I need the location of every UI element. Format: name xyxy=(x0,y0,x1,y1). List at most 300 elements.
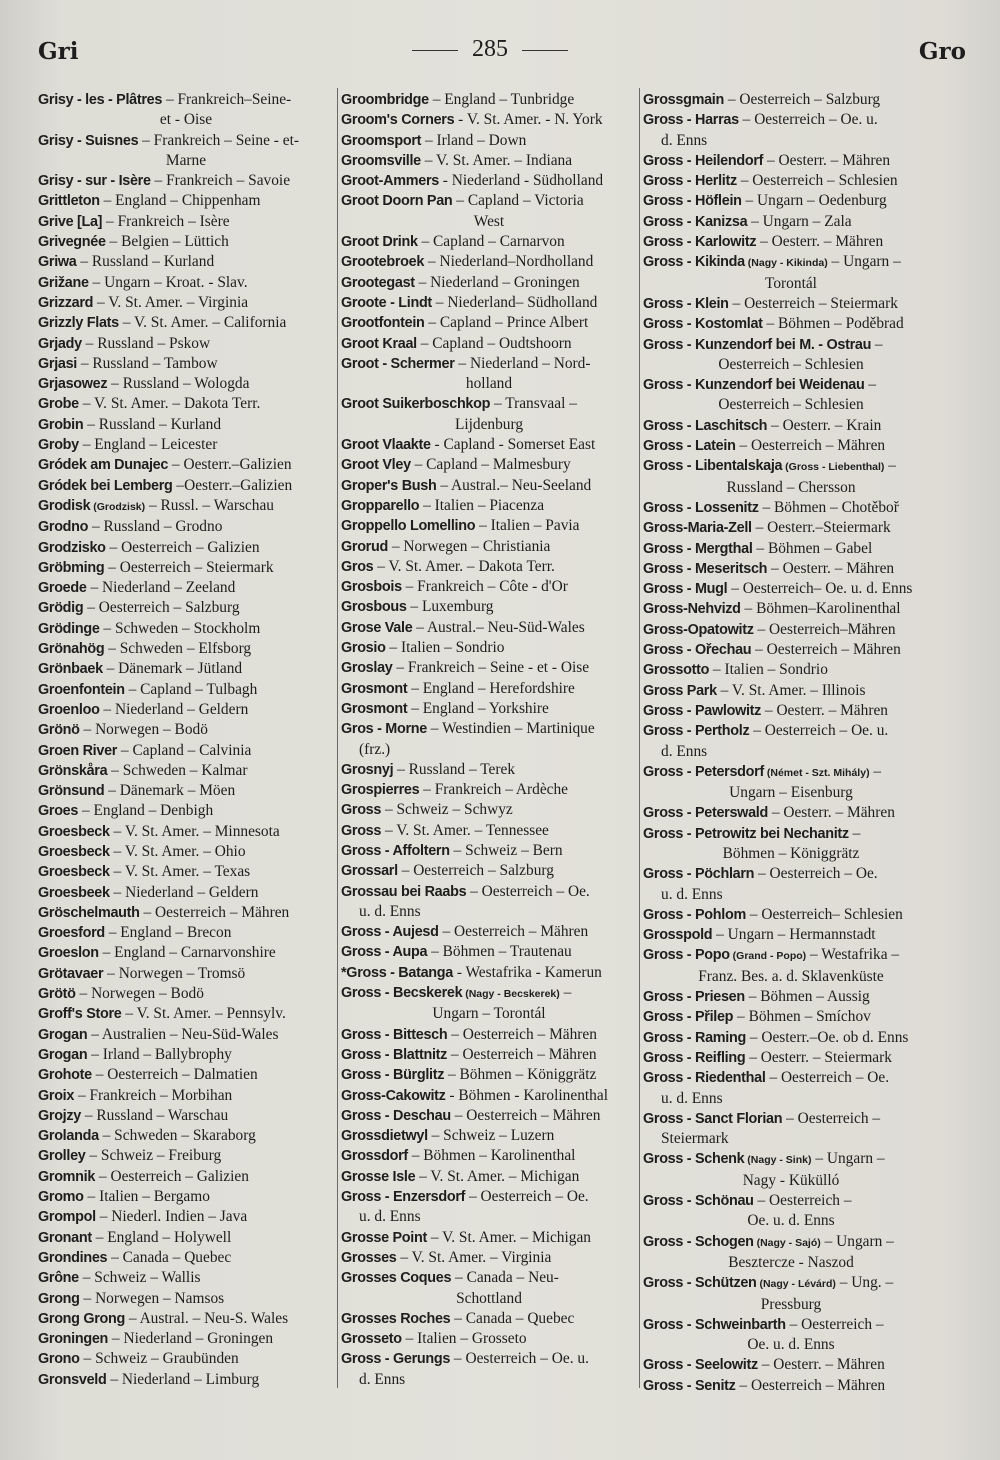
entry-location: – Belgien – Lüttich xyxy=(105,233,229,251)
entry-location: – England – Denbigh xyxy=(78,802,214,820)
entry-headword: Gross - Sanct Florian xyxy=(643,1110,783,1127)
entry-headword: Grosse Isle xyxy=(341,1168,416,1185)
entry xyxy=(38,334,334,354)
entry xyxy=(643,171,939,191)
entry-headword: Groesbeek xyxy=(38,884,110,901)
entry-location: - Böhmen - Karolinenthal xyxy=(445,1086,608,1104)
entry-location: – V. St. Amer. – Ohio xyxy=(109,842,246,860)
entry-headword: Grospierres xyxy=(341,782,420,799)
entry xyxy=(341,821,637,841)
entry-location: – Irland – Ballybrophy xyxy=(87,1045,232,1063)
entry xyxy=(643,640,939,660)
entry-continuation: Nagy - Kükülló xyxy=(742,1171,840,1189)
entry-location: – Capland – Victoria xyxy=(452,192,584,210)
entry xyxy=(341,435,637,455)
entry xyxy=(643,456,939,498)
entry xyxy=(643,498,939,518)
entry-location: – Schweiz – Bern xyxy=(449,841,563,859)
entry-headword: Groomsville xyxy=(341,152,421,169)
entry-headword: Gross - Kunzendorf bei M. - Ostrau xyxy=(643,336,872,353)
entry-headword: Groenloo xyxy=(38,701,100,718)
entry-headword: Gross - Bürglitz xyxy=(341,1067,445,1084)
entry-headword: Groot Doorn Pan xyxy=(341,193,453,210)
entry-headword: Grobin xyxy=(38,416,84,433)
entry xyxy=(341,313,637,333)
entry-location: – Böhmen – Königgrätz xyxy=(444,1066,597,1084)
entry xyxy=(643,252,939,294)
entry-continuation: Besztercze - Naszod xyxy=(728,1253,854,1271)
entry xyxy=(38,1207,334,1227)
entry xyxy=(643,599,939,619)
entry-headword: Grogan xyxy=(38,1026,88,1043)
entry-headword: Grjady xyxy=(38,335,82,352)
entry xyxy=(643,905,939,925)
entry xyxy=(38,1167,334,1187)
entry-location: – Oesterreich – xyxy=(785,1315,884,1333)
entry-location: – Norwegen – Bodö xyxy=(79,721,208,739)
entry-location: – Niederland – Nord- xyxy=(454,354,591,372)
entry-location: – Capland – Calvinia xyxy=(117,741,252,759)
entry-headword: Grohote xyxy=(38,1067,92,1084)
entry-location: – Norwegen – Tromsö xyxy=(103,964,246,982)
entry-headword: Grjasi xyxy=(38,355,77,372)
entry-location: – Schweiz – Freiburg xyxy=(85,1147,222,1165)
entry-headword: Grosio xyxy=(341,640,386,657)
entry-headword: Groesford xyxy=(38,925,105,942)
entry-location: – Frankreich – Isère xyxy=(102,212,230,230)
entry-headword: Gross - Schönau xyxy=(643,1193,754,1210)
entry-location: – Oesterr. – Mähren xyxy=(756,233,884,251)
entry xyxy=(341,354,637,395)
entry xyxy=(643,314,939,334)
entry-headword: Grondines xyxy=(38,1249,108,1266)
entry xyxy=(38,273,334,293)
entry xyxy=(38,659,334,679)
entry xyxy=(38,842,334,862)
entry-location: – Ungarn – Hermannstadt xyxy=(712,926,876,944)
entry-headword: Gros - Morne xyxy=(341,721,427,738)
entry xyxy=(38,598,334,618)
header-rule-right xyxy=(522,50,568,51)
entry-location: – Russland – Grodno xyxy=(88,518,223,536)
entry xyxy=(341,110,637,130)
entry-location: – V. St. Amer. – Pennsylv. xyxy=(121,1005,286,1023)
entry-location: – Oesterreich– Oe. u. d. Enns xyxy=(727,580,913,598)
entry-location: – Niederl. Indien – Java xyxy=(95,1208,248,1226)
entry-headword: Grötö xyxy=(38,986,76,1003)
entry-alt-name: (Gross - Liebenthal) xyxy=(782,461,885,474)
entry-location: – Frankreich–Seine- xyxy=(162,91,292,108)
entry-location: – Oesterreich – Oe. u. xyxy=(450,1350,589,1368)
entry-location: – Transvaal – xyxy=(490,395,577,413)
entry xyxy=(341,557,637,577)
entry xyxy=(643,518,939,538)
entry xyxy=(341,496,637,516)
entry-location: – Capland – Tulbagh xyxy=(124,680,258,698)
entry-continuation: Franz. Bes. a. d. Sklavenküste xyxy=(698,967,884,985)
entry-headword: Grisy - sur - Isère xyxy=(38,173,151,190)
entry-headword: Gródek am Dunajec xyxy=(38,457,169,474)
entry xyxy=(38,1349,334,1369)
entry-location: – Austral.– Neu-Seeland xyxy=(436,476,592,494)
entry-location: – Schweiz – Wallis xyxy=(78,1269,201,1287)
entry-headword: Grootebroek xyxy=(341,254,425,271)
entry xyxy=(38,761,334,781)
entry-location: – Luxemburg xyxy=(406,598,494,616)
entry-location: –Oesterr.–Galizien xyxy=(172,476,293,494)
entry-headword: Gross - Raming xyxy=(643,1029,746,1046)
entry-headword: Grossotto xyxy=(643,662,710,679)
entry-location: – Russland – Terek xyxy=(393,760,516,778)
entry-location: – Oesterr. – Mähren xyxy=(767,804,895,822)
entry xyxy=(341,1065,637,1085)
entry-headword: Gross - Pöchlarn xyxy=(643,866,755,883)
entry xyxy=(341,191,637,232)
entry-location: – Italien – Piacenza xyxy=(419,496,545,514)
entry xyxy=(38,923,334,943)
entry-location: – Niederland – Limburg xyxy=(106,1370,260,1388)
entry-location: – V. St. Amer. – Dakota Terr. xyxy=(78,395,261,413)
entry-headword: Gross xyxy=(341,802,382,819)
entry-headword: Groombridge xyxy=(341,92,429,108)
entry-headword: Groeslon xyxy=(38,945,99,962)
entry xyxy=(38,943,334,963)
entry-headword: Grosbous xyxy=(341,599,407,616)
entry-location: – Niederland – Zeeland xyxy=(86,579,236,597)
entry-location: – Oesterreich–Mähren xyxy=(753,620,896,638)
entry-headword: Grosnyj xyxy=(341,761,394,778)
entry-continuation: u. d. Enns xyxy=(661,1089,723,1107)
entry-continuation: Oesterreich – Schlesien xyxy=(718,396,864,414)
entry xyxy=(643,660,939,680)
entry-location: – Italien – Bergamo xyxy=(83,1188,210,1206)
entry-location: – Oesterreich – Steiermark xyxy=(104,558,274,576)
entry xyxy=(341,719,637,760)
entry-location: – V. St. Amer. – California xyxy=(118,314,287,332)
entry-location: – Frankreich – Seine - et - Oise xyxy=(392,659,590,677)
entry-headword: Gross - Libentalskaja xyxy=(643,458,783,475)
entry-headword: Groix xyxy=(38,1087,75,1104)
entry-headword: Grivegnée xyxy=(38,234,106,251)
entry-headword: Gross - Kikinda xyxy=(643,254,745,271)
entry-headword: Grodno xyxy=(38,519,89,536)
entry-location: – Ung. – xyxy=(835,1274,894,1292)
entry-headword: Grolanda xyxy=(38,1128,99,1145)
entry xyxy=(38,1309,334,1329)
column-1 xyxy=(38,90,334,1390)
entry-location: – Oesterreich – Schlesien xyxy=(736,172,898,190)
entry xyxy=(643,1376,939,1396)
header-left-word: Gri xyxy=(38,38,79,65)
entry-location: – Frankreich – Seine - et- xyxy=(138,131,299,149)
entry xyxy=(643,803,939,823)
entry-headword: Groby xyxy=(38,437,79,454)
entry xyxy=(341,618,637,638)
entry xyxy=(643,1048,939,1068)
entry-continuation: d. Enns xyxy=(661,131,708,149)
entry-headword: Groede xyxy=(38,580,87,597)
entry-headword: Groom's Corners xyxy=(341,112,455,129)
entry-location: – Niederland – Geldern xyxy=(109,883,259,901)
entry xyxy=(341,780,637,800)
entry xyxy=(38,1106,334,1126)
entry-location: – England – Tunbridge xyxy=(428,91,575,108)
entry-headword: Grong xyxy=(38,1290,80,1307)
entry-headword: Gross - Enzersdorf xyxy=(341,1189,466,1206)
entry xyxy=(341,760,637,780)
column-divider-2 xyxy=(639,88,640,1388)
entry-headword: Groesbeck xyxy=(38,823,110,840)
entry-headword: Gross - Kostomlat xyxy=(643,316,763,333)
entry xyxy=(341,1086,637,1106)
entry xyxy=(341,800,637,820)
entry-continuation: holland xyxy=(465,375,513,393)
entry xyxy=(341,1167,637,1187)
entry-headword: Groesbeck xyxy=(38,843,110,860)
entry-headword: Gronant xyxy=(38,1229,92,1246)
entry xyxy=(643,1273,939,1315)
entry xyxy=(341,699,637,719)
entry-location: – Niederland – Groningen xyxy=(414,273,580,291)
entry-headword: Grittleton xyxy=(38,193,100,210)
entry xyxy=(341,293,637,313)
entry-headword: *Gross - Batanga xyxy=(341,964,453,981)
entry-location: – Frankreich – Savoie xyxy=(150,172,291,190)
entry-location: - Capland - Somerset East xyxy=(430,436,596,454)
entry xyxy=(38,619,334,639)
entry-location: – Frankreich – Morbihan xyxy=(74,1086,233,1104)
entry xyxy=(38,131,334,172)
entry-location: – Niederland – Geldern xyxy=(99,700,249,718)
entry-location: – Oesterr. – Krain xyxy=(767,416,882,434)
entry-location: – Oesterr.–Steiermark xyxy=(751,519,891,537)
entry-alt-name: (Német - Szt. Mihály) xyxy=(763,766,870,779)
entry xyxy=(38,455,334,475)
entry-location: – Russland – Pskow xyxy=(81,334,211,352)
entry-headword: Groesbeck xyxy=(38,864,110,881)
entry xyxy=(341,922,637,942)
header-rule-left xyxy=(412,50,458,51)
entry-location: – Oesterreich – Salzburg xyxy=(83,599,240,617)
entry xyxy=(38,496,334,517)
entry xyxy=(38,90,334,131)
entry-continuation: d. Enns xyxy=(359,1370,406,1388)
entry-location: – Norwegen – Bodö xyxy=(75,985,204,1003)
entry-location: – V. St. Amer. – Texas xyxy=(109,863,251,881)
entry-location: – Oesterreich – Salzburg xyxy=(723,91,881,108)
entry-headword: Grompol xyxy=(38,1209,96,1226)
entry xyxy=(38,1187,334,1207)
entry-continuation: Lijdenburg xyxy=(454,415,524,433)
entry-location: – Schweiz – Graubünden xyxy=(79,1350,239,1368)
entry-location: – Italien – Sondrio xyxy=(709,661,828,679)
entry-headword: Grootfontein xyxy=(341,315,425,332)
entry xyxy=(341,841,637,861)
entry-headword: Gross - Ořechau xyxy=(643,642,752,659)
entry xyxy=(38,1004,334,1024)
entry xyxy=(643,1007,939,1027)
entry-location: – Oesterr. – Mähren xyxy=(763,151,891,169)
entry-location: – Schweden – Stockholm xyxy=(99,619,261,637)
entry-location: – Oesterreich – Mähren xyxy=(139,903,290,921)
entry-location: – Oesterr. – Mähren xyxy=(767,559,895,577)
entry-headword: Grižane xyxy=(38,274,89,291)
entry-headword: Gross - Meseritsch xyxy=(643,560,768,577)
entry-location: – Russland – Warschau xyxy=(80,1106,229,1124)
entry-location: – Ungarn – xyxy=(811,1150,885,1168)
entry xyxy=(643,620,939,640)
entry xyxy=(643,681,939,701)
entry-headword: Groenfontein xyxy=(38,681,125,698)
entry-headword: Groes xyxy=(38,803,79,820)
entry xyxy=(643,1109,939,1150)
entry-location: – Ungarn – xyxy=(827,253,901,271)
entry-continuation: Steiermark xyxy=(661,1130,729,1148)
entry-headword: Groot Vley xyxy=(341,457,411,474)
entry-headword: Gross - Reifling xyxy=(643,1049,746,1066)
entry-headword: Grosse Point xyxy=(341,1229,427,1246)
entry xyxy=(643,212,939,232)
entry xyxy=(643,294,939,314)
entry xyxy=(643,1315,939,1356)
entry xyxy=(643,945,939,987)
entry-location: – Italien – Grosseto xyxy=(401,1330,527,1348)
entry-headword: Gross - Petrowitz bei Nechanitz xyxy=(643,825,849,842)
entry xyxy=(341,252,637,272)
entry-headword: Gross-Cakowitz xyxy=(341,1087,446,1104)
entry-headword: Grorud xyxy=(341,538,388,555)
entry-alt-name: (Nagy - Kikinda) xyxy=(744,257,828,270)
entry-headword: Grodzisko xyxy=(38,539,106,556)
entry-headword: Gross - Gerungs xyxy=(341,1351,451,1368)
entry-continuation: u. d. Enns xyxy=(359,1208,421,1226)
entry-headword: Grogan xyxy=(38,1046,88,1063)
entry xyxy=(38,1025,334,1045)
entry-headword: Groot Vlaakte xyxy=(341,437,431,454)
entry xyxy=(341,1025,637,1045)
entry xyxy=(341,942,637,962)
entry xyxy=(38,964,334,984)
entry-headword: Groot Suikerboschkop xyxy=(341,396,491,413)
entry-continuation: Böhmen – Königgrätz xyxy=(722,844,860,862)
entry-location: – England – Brecon xyxy=(104,924,232,942)
page-number xyxy=(385,36,595,63)
entry-location: – Oesterreich– Schlesien xyxy=(745,905,903,923)
entry xyxy=(341,1146,637,1166)
entry-location: – England – Holywell xyxy=(91,1228,232,1246)
entry-location: – Oesterreich – Oe. xyxy=(465,1188,589,1206)
entry xyxy=(38,1228,334,1248)
entry-continuation: Torontál xyxy=(765,274,817,292)
entry xyxy=(341,658,637,678)
entry-location: – Ungarn – xyxy=(820,1232,894,1250)
entry-headword: Groomsport xyxy=(341,132,422,149)
entry xyxy=(38,1146,334,1166)
entry xyxy=(341,1349,637,1390)
entry xyxy=(643,191,939,211)
entry-headword: Groot Kraal xyxy=(341,335,417,352)
entry-headword: Gross - Blattnitz xyxy=(341,1046,448,1063)
entry xyxy=(341,1309,637,1329)
entry xyxy=(38,1126,334,1146)
entry xyxy=(38,354,334,374)
entry xyxy=(341,638,637,658)
entry xyxy=(341,232,637,252)
entry-headword: Grose Vale xyxy=(341,619,413,636)
entry-headword: Gross - Laschitsch xyxy=(643,417,768,434)
entry xyxy=(38,1329,334,1349)
entry-location: – Oesterr. – Mähren xyxy=(757,1356,885,1374)
entry-continuation: Ungarn – Eisenburg xyxy=(729,784,853,802)
entry xyxy=(38,680,334,700)
entry-headword: Grosses Roches xyxy=(341,1310,451,1327)
entry-headword: Gross Park xyxy=(643,682,717,699)
entry-location: – V. St. Amer. – Virginia xyxy=(396,1248,552,1266)
entry xyxy=(38,394,334,414)
entry-headword: Grossgmain xyxy=(643,92,724,108)
entry-location: – Schweden – Kalmar xyxy=(107,761,248,779)
entry-location: - Westafrika - Kamerun xyxy=(452,963,602,981)
entry-location: – England – Herefordshire xyxy=(407,679,575,697)
entry xyxy=(38,578,334,598)
entry xyxy=(643,1149,939,1191)
entry xyxy=(643,824,939,865)
column-3 xyxy=(643,90,939,1396)
entry-headword: Grootegast xyxy=(341,274,415,291)
entry-location: – Capland – Oudtshoorn xyxy=(416,334,572,352)
entry-continuation: Schottland xyxy=(456,1289,522,1307)
entry-location: – Irland – Down xyxy=(421,131,527,149)
entry xyxy=(341,394,637,435)
entry xyxy=(38,517,334,537)
entry xyxy=(38,1268,334,1288)
entry xyxy=(38,435,334,455)
entry-headword: Gross - Kanizsa xyxy=(643,213,748,230)
entry-location: – Oesterreich – Oe. u. xyxy=(749,722,889,740)
entry-continuation: Oe. u. d. Enns xyxy=(747,1336,835,1354)
entry xyxy=(643,1191,939,1232)
entry xyxy=(341,1126,637,1146)
entry xyxy=(38,191,334,211)
entry-location: – Capland – Prince Albert xyxy=(424,314,589,332)
entry-location: – Italien – Pavia xyxy=(475,517,580,535)
entry xyxy=(38,293,334,313)
entry xyxy=(643,701,939,721)
entry-location: – Norwegen – Christiania xyxy=(387,537,551,555)
entry-headword: Gröschelmauth xyxy=(38,904,140,921)
entry xyxy=(643,1028,939,1048)
entry-headword: Gross - Mergthal xyxy=(643,540,753,557)
entry-headword: Groper's Bush xyxy=(341,477,437,494)
entry-headword: Gros xyxy=(341,558,374,575)
entry-continuation: Ungarn – Torontál xyxy=(432,1005,546,1023)
entry-location: – V. St. Amer. – Minnesota xyxy=(109,822,280,840)
entry-headword: Gross-Nehvizd xyxy=(643,601,741,618)
entry-location: – Canada – Quebec xyxy=(450,1309,575,1327)
entry-location: – Oesterreich – Dalmatien xyxy=(91,1066,258,1084)
entry-headword: Griwa xyxy=(38,254,77,271)
entry-location: – Ungarn – Oedenburg xyxy=(741,192,887,210)
entry xyxy=(38,415,334,435)
entry xyxy=(38,700,334,720)
entry-location: – Canada – Quebec xyxy=(107,1248,232,1266)
entry-continuation: u. d. Enns xyxy=(661,885,723,903)
entry xyxy=(643,416,939,436)
entry xyxy=(38,984,334,1004)
entry xyxy=(38,1370,334,1390)
entry-location: – Capland – Carnarvon xyxy=(417,233,565,251)
entry-headword: Grossdietwyl xyxy=(341,1128,428,1145)
